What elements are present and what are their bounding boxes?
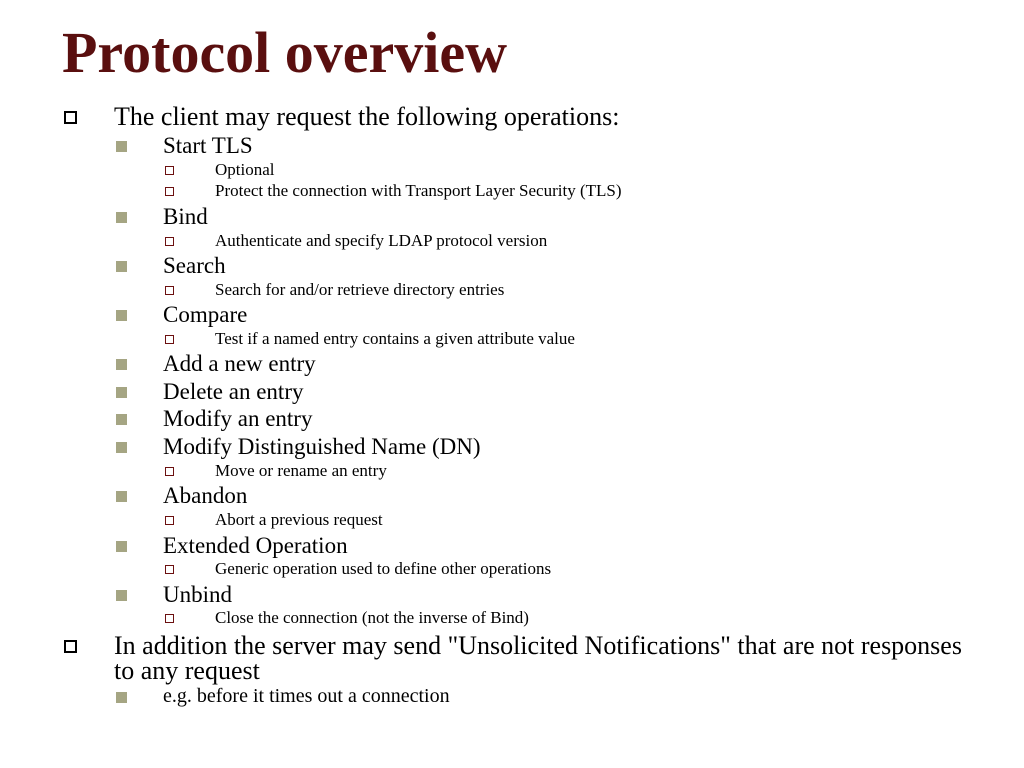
bullet-item-level2: Bind: [163, 204, 208, 229]
bullet-item-level2: Delete an entry: [163, 379, 304, 404]
square-bullet-icon: [116, 590, 127, 601]
square-bullet-icon: [116, 212, 127, 223]
hollow-square-bullet-icon: [165, 166, 174, 175]
hollow-square-bullet-icon: [165, 516, 174, 525]
bullet-item-level2: e.g. before it times out a connection: [163, 685, 450, 707]
hollow-square-bullet-icon: [165, 467, 174, 476]
bullet-item-level2: Add a new entry: [163, 351, 316, 376]
bullet-item-level2: Abandon: [163, 483, 248, 508]
bullet-item-level2: Extended Operation: [163, 533, 348, 558]
bullet-item-level2: Modify an entry: [163, 406, 313, 431]
square-bullet-icon: [116, 387, 127, 398]
hollow-square-bullet-icon: [165, 614, 174, 623]
square-bullet-icon: [116, 442, 127, 453]
bullet-item-level3: Close the connection (not the inverse of Bind): [215, 608, 529, 627]
bullet-item-level3: Authenticate and specify LDAP protocol version: [215, 231, 548, 250]
square-bullet-icon: [116, 414, 127, 425]
square-bullet-icon: [116, 692, 127, 703]
hollow-square-bullet-icon: [165, 187, 174, 196]
bullet-item-level3: Search for and/or retrieve directory entries: [215, 280, 505, 299]
bullet-item-level2: Unbind: [163, 582, 232, 607]
slide-title: Protocol overview: [62, 20, 508, 85]
bullet-item-level3: Generic operation used to define other operations: [215, 559, 552, 578]
square-bullet-icon: [116, 141, 127, 152]
bullet-item-level3: Move or rename an entry: [215, 461, 387, 480]
square-bullet-icon: [116, 491, 127, 502]
hollow-square-bullet-icon: [165, 237, 174, 246]
bullet-item-level3: Optional: [215, 160, 275, 179]
square-bullet-icon: [116, 359, 127, 370]
bullet-item-level3: Test if a named entry contains a given attribute value: [215, 329, 575, 348]
bullet-item-level2: Search: [163, 253, 226, 278]
bullet-item-level2: Modify Distinguished Name (DN): [163, 434, 481, 459]
bullet-item-level1: The client may request the following operations:: [114, 102, 620, 131]
hollow-square-bullet-icon: [165, 565, 174, 574]
bullet-item-level2: Start TLS: [163, 133, 253, 158]
bullet-item-level3: Abort a previous request: [215, 510, 383, 529]
hollow-square-bullet-icon: [165, 286, 174, 295]
hollow-square-bullet-icon: [64, 640, 77, 653]
square-bullet-icon: [116, 310, 127, 321]
bullet-item-level1: In addition the server may send "Unsolicited Notifications" that are not responses to any request: [114, 631, 962, 685]
square-bullet-icon: [116, 261, 127, 272]
square-bullet-icon: [116, 541, 127, 552]
hollow-square-bullet-icon: [64, 111, 77, 124]
bullet-item-level2: Compare: [163, 302, 248, 327]
bullet-item-level3: Protect the connection with Transport Layer Security (TLS): [215, 181, 622, 200]
hollow-square-bullet-icon: [165, 335, 174, 344]
